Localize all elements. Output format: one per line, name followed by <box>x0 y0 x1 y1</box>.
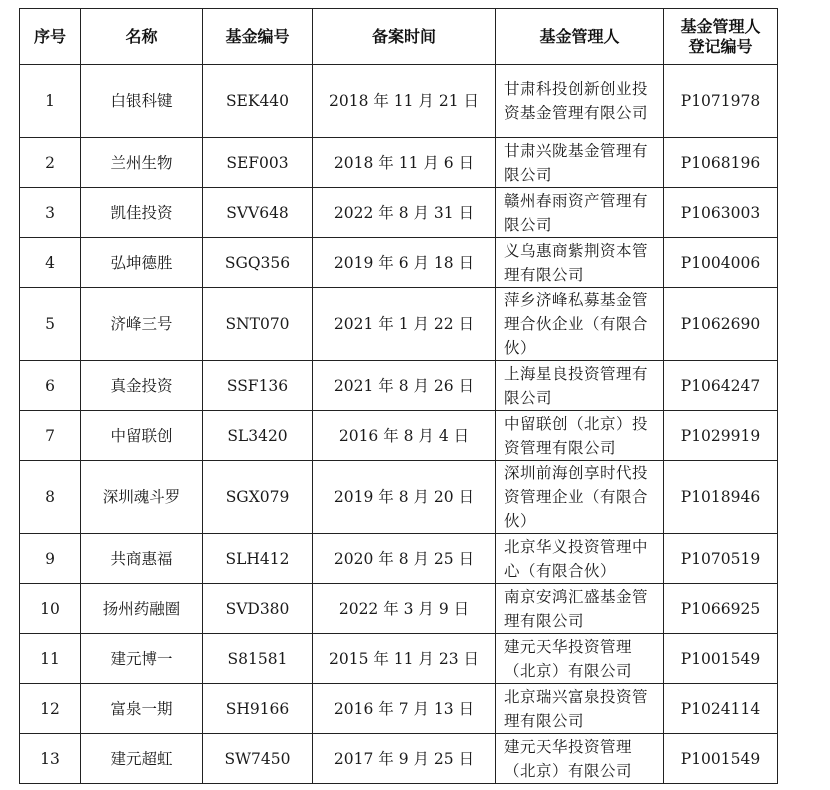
cell-manager: 建元天华投资管理（北京）有限公司 <box>496 634 664 684</box>
cell-fund-code: SL3420 <box>203 411 313 461</box>
cell-registration-number: P1062690 <box>664 288 778 361</box>
cell-filing-date: 2018 年 11 月 21 日 <box>313 65 496 138</box>
cell-seq: 5 <box>20 288 81 361</box>
cell-seq: 11 <box>20 634 81 684</box>
cell-seq: 8 <box>20 461 81 534</box>
cell-manager: 北京华义投资管理中心（有限合伙） <box>496 534 664 584</box>
cell-manager: 北京瑞兴富泉投资管理有限公司 <box>496 684 664 734</box>
cell-fund-code: SGQ356 <box>203 238 313 288</box>
fund-table-container <box>19 8 778 784</box>
cell-manager: 深圳前海创享时代投资管理企业（有限合伙） <box>496 461 664 534</box>
cell-registration-number: P1024114 <box>664 684 778 734</box>
cell-name: 白银科键 <box>81 65 203 138</box>
cell-registration-number: P1066925 <box>664 584 778 634</box>
header-registration <box>664 9 778 65</box>
cell-filing-date: 2016 年 8 月 4 日 <box>313 411 496 461</box>
header-code: 基金编号 <box>203 9 313 65</box>
cell-registration-number: P1001549 <box>664 734 778 784</box>
cell-registration-number: P1001549 <box>664 634 778 684</box>
cell-fund-code: SLH412 <box>203 534 313 584</box>
cell-manager: 义乌惠商紫荆资本管理有限公司 <box>496 238 664 288</box>
cell-seq: 10 <box>20 584 81 634</box>
header-manager: 基金管理人 <box>496 9 664 65</box>
table-row <box>20 361 778 411</box>
cell-name: 建元博一 <box>81 634 203 684</box>
header-date: 备案时间 <box>313 9 496 65</box>
table-row <box>20 238 778 288</box>
cell-seq: 6 <box>20 361 81 411</box>
cell-manager: 萍乡济峰私募基金管理合伙企业（有限合伙） <box>496 288 664 361</box>
table-row <box>20 584 778 634</box>
cell-registration-number: P1063003 <box>664 188 778 238</box>
cell-fund-code: SVD380 <box>203 584 313 634</box>
table-row <box>20 288 778 361</box>
cell-seq: 13 <box>20 734 81 784</box>
table-header-row <box>20 9 778 65</box>
table-row <box>20 634 778 684</box>
cell-fund-code: SVV648 <box>203 188 313 238</box>
cell-seq: 2 <box>20 138 81 188</box>
cell-name: 扬州药融圈 <box>81 584 203 634</box>
cell-seq: 3 <box>20 188 81 238</box>
cell-registration-number: P1004006 <box>664 238 778 288</box>
cell-fund-code: SH9166 <box>203 684 313 734</box>
cell-registration-number: P1071978 <box>664 65 778 138</box>
header-registration-line1: 基金管理人 <box>680 16 761 36</box>
cell-name: 共商惠福 <box>81 534 203 584</box>
table-row <box>20 684 778 734</box>
cell-name: 真金投资 <box>81 361 203 411</box>
cell-name: 建元超虹 <box>81 734 203 784</box>
cell-filing-date: 2021 年 1 月 22 日 <box>313 288 496 361</box>
cell-filing-date: 2022 年 8 月 31 日 <box>313 188 496 238</box>
table-row <box>20 534 778 584</box>
cell-seq: 7 <box>20 411 81 461</box>
cell-name: 凯佳投资 <box>81 188 203 238</box>
cell-seq: 9 <box>20 534 81 584</box>
cell-fund-code: SSF136 <box>203 361 313 411</box>
cell-filing-date: 2019 年 6 月 18 日 <box>313 238 496 288</box>
cell-filing-date: 2016 年 7 月 13 日 <box>313 684 496 734</box>
cell-filing-date: 2017 年 9 月 25 日 <box>313 734 496 784</box>
cell-fund-code: SGX079 <box>203 461 313 534</box>
cell-name: 中留联创 <box>81 411 203 461</box>
cell-registration-number: P1064247 <box>664 361 778 411</box>
cell-filing-date: 2018 年 11 月 6 日 <box>313 138 496 188</box>
cell-name: 兰州生物 <box>81 138 203 188</box>
table-row <box>20 411 778 461</box>
cell-name: 深圳魂斗罗 <box>81 461 203 534</box>
cell-filing-date: 2015 年 11 月 23 日 <box>313 634 496 684</box>
header-name: 名称 <box>81 9 203 65</box>
cell-fund-code: S81581 <box>203 634 313 684</box>
cell-filing-date: 2020 年 8 月 25 日 <box>313 534 496 584</box>
table-row <box>20 65 778 138</box>
table-row <box>20 734 778 784</box>
cell-manager: 甘肃科投创新创业投资基金管理有限公司 <box>496 65 664 138</box>
cell-seq: 4 <box>20 238 81 288</box>
cell-manager: 建元天华投资管理（北京）有限公司 <box>496 734 664 784</box>
cell-registration-number: P1029919 <box>664 411 778 461</box>
cell-fund-code: SW7450 <box>203 734 313 784</box>
table-row <box>20 138 778 188</box>
cell-fund-code: SEF003 <box>203 138 313 188</box>
cell-filing-date: 2022 年 3 月 9 日 <box>313 584 496 634</box>
cell-manager: 中留联创（北京）投资管理有限公司 <box>496 411 664 461</box>
table-row <box>20 461 778 534</box>
cell-seq: 1 <box>20 65 81 138</box>
cell-manager: 赣州春雨资产管理有限公司 <box>496 188 664 238</box>
cell-manager: 南京安鸿汇盛基金管理有限公司 <box>496 584 664 634</box>
cell-manager: 上海星良投资管理有限公司 <box>496 361 664 411</box>
cell-registration-number: P1068196 <box>664 138 778 188</box>
cell-filing-date: 2021 年 8 月 26 日 <box>313 361 496 411</box>
cell-fund-code: SEK440 <box>203 65 313 138</box>
table-row <box>20 188 778 238</box>
cell-seq: 12 <box>20 684 81 734</box>
header-registration-line2: 登记编号 <box>688 36 753 56</box>
cell-name: 富泉一期 <box>81 684 203 734</box>
cell-registration-number: P1018946 <box>664 461 778 534</box>
cell-registration-number: P1070519 <box>664 534 778 584</box>
cell-filing-date: 2019 年 8 月 20 日 <box>313 461 496 534</box>
header-seq: 序号 <box>20 9 81 65</box>
cell-name: 弘坤德胜 <box>81 238 203 288</box>
cell-fund-code: SNT070 <box>203 288 313 361</box>
cell-name: 济峰三号 <box>81 288 203 361</box>
cell-manager: 甘肃兴陇基金管理有限公司 <box>496 138 664 188</box>
fund-table <box>19 8 778 784</box>
